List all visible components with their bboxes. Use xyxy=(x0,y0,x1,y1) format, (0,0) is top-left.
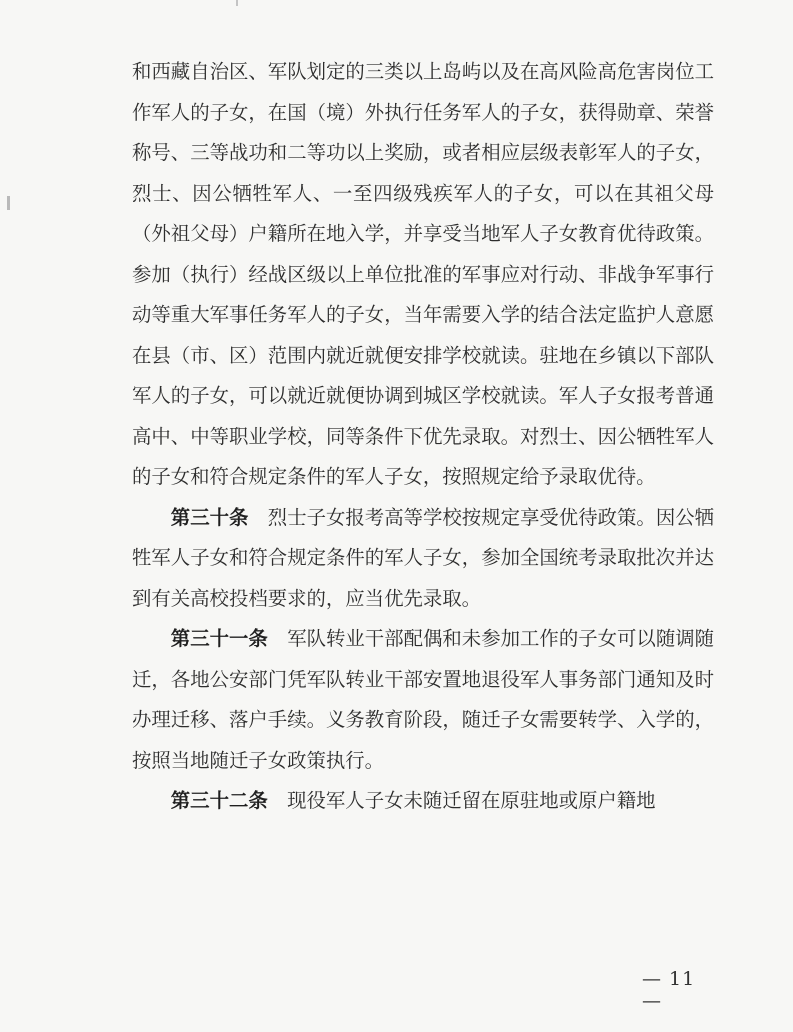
article-number: 第三十条 xyxy=(170,505,249,529)
paragraph-continued xyxy=(132,52,714,498)
article-30 xyxy=(132,498,714,620)
article-31 xyxy=(132,619,714,781)
article-number: 第三十一条 xyxy=(170,627,268,650)
article-text: 烈士子女报考高等学校按规定享受优待政策。因公牺牲军人子女和符合规定条件的军人子女，参加全国统考录取批次并达到有关高校投档要求的，应当优先录取。 xyxy=(132,505,715,610)
paragraph-text: 和西藏自治区、军队划定的三类以上岛屿以及在高风险高危害岗位工作军人的子女，在国（境）外执行任务军人的子女，获得勋章、荣誉称号、三等战功和二等功以上奖励，或者相应层级表彰军人的子女，烈士、因公牺牲军人、一至四级残疾军人的子女，可以在其祖父母（外祖父母）户籍所在地入学，并享受当地军人子女教育优待政策。参加（执行）经战区级以上单位批准的军事应对行动、非战争军事行动等重大军事任务军人的子女，当年需要入学的结合法定监护人意愿在县（市、区）范围内就近就便安排学校就读。驻地在乡镇以下部队军人的子女，可以就近就便协调到城区学校就读。军人子女报考普通高中、中等职业学校，同等条件下优先录取。对烈士、因公牺牲军人的子女和符合规定条件的军人子女，按照规定给予录取优待。 xyxy=(132,60,714,488)
article-text: 军队转业干部配偶和未参加工作的子女可以随调随迁，各地公安部门凭军队转业干部安置地退役军人事务部门通知及时办理迁移、落户手续。义务教育阶段，随迁子女需要转学、入学的，按照当地随迁子女政策执行。 xyxy=(132,627,715,772)
document-body xyxy=(132,52,714,822)
article-32 xyxy=(132,781,714,822)
article-text: 现役军人子女未随迁留在原驻地或原户籍地 xyxy=(287,789,656,812)
scan-mark xyxy=(236,0,238,6)
binding-mark xyxy=(7,196,10,210)
article-number: 第三十二条 xyxy=(170,789,268,812)
page-number: — 11 — xyxy=(642,968,696,1012)
